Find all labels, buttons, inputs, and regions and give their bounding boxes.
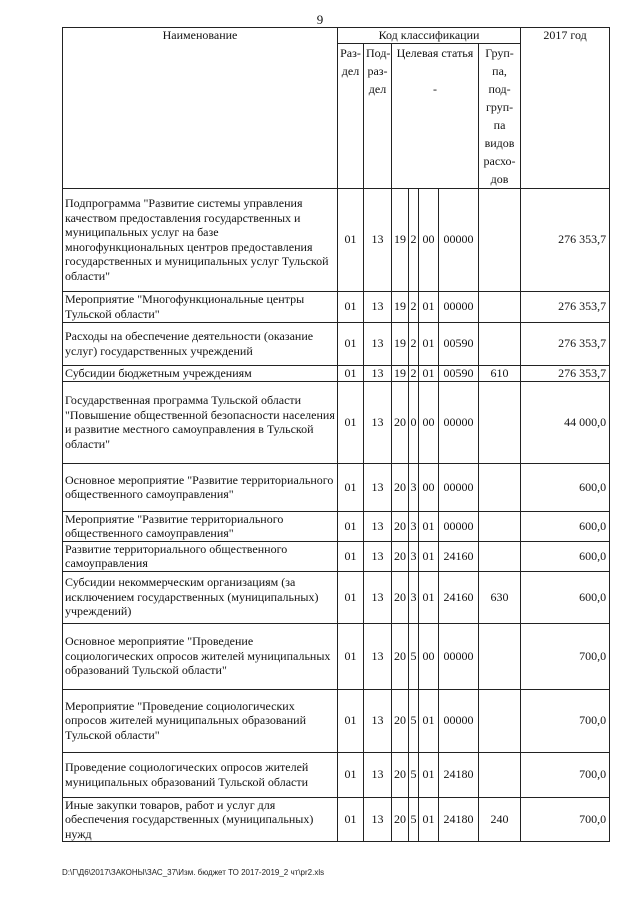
row-podrazdel: 13: [364, 322, 392, 365]
row-target-direction: 00590: [439, 322, 479, 365]
row-expense-type: [479, 511, 521, 541]
row-target-subprogram: 3: [409, 511, 419, 541]
row-target-program: 19: [392, 322, 409, 365]
row-expense-type: [479, 188, 521, 291]
row-target-direction: 00000: [439, 623, 479, 689]
table-row: [63, 511, 610, 541]
row-target-subprogram: 5: [409, 623, 419, 689]
row-expense-type: [479, 381, 521, 463]
row-podrazdel: 13: [364, 541, 392, 571]
table-row: [63, 623, 610, 689]
table-row: [63, 541, 610, 571]
row-target-event: 00: [419, 188, 439, 291]
row-podrazdel: 13: [364, 291, 392, 322]
row-amount: 44 000,0: [521, 381, 610, 463]
row-amount: 600,0: [521, 571, 610, 623]
header-group: Груп-па, под-груп-па видов расхо-дов: [479, 43, 521, 188]
row-amount: 700,0: [521, 752, 610, 797]
row-target-event: 01: [419, 689, 439, 752]
row-amount: 276 353,7: [521, 322, 610, 365]
row-razdel: 01: [338, 689, 364, 752]
row-target-event: 00: [419, 381, 439, 463]
row-target-event: 01: [419, 752, 439, 797]
row-amount: 276 353,7: [521, 188, 610, 291]
row-expense-type: [479, 541, 521, 571]
row-name: Основное мероприятие "Развитие территориального общественного самоуправления": [63, 463, 338, 511]
row-target-direction: 24180: [439, 752, 479, 797]
row-target-direction: 00000: [439, 188, 479, 291]
row-target-program: 20: [392, 571, 409, 623]
row-target-program: 19: [392, 365, 409, 381]
table-row: [63, 322, 610, 365]
row-target-direction: 00000: [439, 689, 479, 752]
row-name: Подпрограмма "Развитие системы управления качеством предоставления государственных и муниципальных услуг на базе многофункциональных центров предоставления государственных и муниципальных услуг Тульской области": [63, 188, 338, 291]
header-name: Наименование: [63, 28, 338, 189]
row-target-event: 01: [419, 571, 439, 623]
row-target-direction: 00000: [439, 511, 479, 541]
row-target-program: 19: [392, 291, 409, 322]
table-row: [63, 188, 610, 291]
row-podrazdel: 13: [364, 752, 392, 797]
file-path-footer: D:\Г\Д6\2017\ЗАКОНЫ\ЗАС_37\Изм. бюджет ТО 2017-2019_2 чт\pr2.xls: [62, 868, 325, 877]
row-target-event: 01: [419, 365, 439, 381]
row-amount: 700,0: [521, 689, 610, 752]
header-podrazdel: Под-раз-дел: [364, 43, 392, 188]
row-razdel: 01: [338, 322, 364, 365]
row-name: Субсидии некоммерческим организациям (за исключением государственных (муниципальных) учреждений): [63, 571, 338, 623]
row-target-program: 20: [392, 623, 409, 689]
row-razdel: 01: [338, 541, 364, 571]
row-target-direction: 00590: [439, 365, 479, 381]
row-target-event: 01: [419, 291, 439, 322]
row-target-program: 20: [392, 541, 409, 571]
row-target-program: 20: [392, 463, 409, 511]
row-razdel: 01: [338, 381, 364, 463]
row-expense-type: [479, 463, 521, 511]
row-name: Иные закупки товаров, работ и услуг для обеспечения государственных (муниципальных) нужд: [63, 797, 338, 842]
row-razdel: 01: [338, 752, 364, 797]
row-podrazdel: 13: [364, 797, 392, 842]
row-target-program: 19: [392, 188, 409, 291]
row-podrazdel: 13: [364, 623, 392, 689]
row-target-program: 20: [392, 511, 409, 541]
row-razdel: 01: [338, 623, 364, 689]
row-amount: 700,0: [521, 797, 610, 842]
row-target-event: 01: [419, 541, 439, 571]
row-name: Мероприятие "Многофункциональные центры Тульской области": [63, 291, 338, 322]
row-expense-type: [479, 322, 521, 365]
row-amount: 600,0: [521, 511, 610, 541]
row-podrazdel: 13: [364, 381, 392, 463]
row-target-subprogram: 2: [409, 188, 419, 291]
row-target-event: 01: [419, 511, 439, 541]
row-target-event: 01: [419, 797, 439, 842]
row-razdel: 01: [338, 188, 364, 291]
row-name: Государственная программа Тульской области "Повышение общественной безопасности населения и развитие местного самоуправления в Тульской области": [63, 381, 338, 463]
row-razdel: 01: [338, 463, 364, 511]
row-amount: 700,0: [521, 623, 610, 689]
row-razdel: 01: [338, 365, 364, 381]
row-razdel: 01: [338, 571, 364, 623]
row-amount: 600,0: [521, 541, 610, 571]
row-name: Мероприятие "Развитие территориального общественного самоуправления": [63, 511, 338, 541]
row-name: Мероприятие "Проведение социологических опросов жителей муниципальных образований Тульской области": [63, 689, 338, 752]
row-target-subprogram: 5: [409, 752, 419, 797]
row-podrazdel: 13: [364, 188, 392, 291]
table-row: [63, 291, 610, 322]
header-code-group: Код классификации: [338, 28, 521, 44]
table-body: [63, 188, 610, 842]
table-row: [63, 381, 610, 463]
row-podrazdel: 13: [364, 365, 392, 381]
row-target-direction: 24180: [439, 797, 479, 842]
row-name: Расходы на обеспечение деятельности (оказание услуг) государственных учреждений: [63, 322, 338, 365]
row-expense-type: [479, 623, 521, 689]
row-target-program: 20: [392, 689, 409, 752]
row-amount: 276 353,7: [521, 365, 610, 381]
row-expense-type: [479, 752, 521, 797]
header-target: Целевая статья -: [392, 43, 479, 188]
header-row-top: [63, 28, 610, 44]
row-razdel: 01: [338, 511, 364, 541]
row-target-subprogram: 2: [410, 365, 417, 380]
row-name: Развитие территориального общественного самоуправления: [63, 541, 338, 571]
row-target-program: 20: [392, 752, 409, 797]
row-amount: 600,0: [521, 463, 610, 511]
row-target-subprogram: 0: [409, 381, 419, 463]
row-target-subprogram: 5: [409, 797, 419, 842]
table-row: [63, 463, 610, 511]
table-row: [63, 365, 610, 381]
row-target-program: 20: [392, 381, 409, 463]
header-razdel: Раз-дел: [338, 43, 364, 188]
row-target-subprogram: 5: [409, 689, 419, 752]
row-target-event: 01: [419, 322, 439, 365]
row-expense-type: [479, 291, 521, 322]
row-target-direction: 00000: [439, 381, 479, 463]
row-target-direction: 00000: [439, 291, 479, 322]
row-podrazdel: 13: [364, 571, 392, 623]
row-name: Проведение социологических опросов жителей муниципальных образований Тульской области: [63, 752, 338, 797]
row-expense-type: 610: [479, 365, 521, 381]
row-podrazdel: 13: [364, 511, 392, 541]
budget-table: [62, 27, 610, 842]
row-name: Основное мероприятие "Проведение социологических опросов жителей муниципальных образований Тульской области": [63, 623, 338, 689]
table-row: [63, 689, 610, 752]
row-razdel: 01: [338, 291, 364, 322]
table-row: [63, 752, 610, 797]
page-number: 9: [316, 12, 324, 27]
header-year: 2017 год: [521, 28, 610, 189]
row-expense-type: 630: [479, 571, 521, 623]
table-row: [63, 571, 610, 623]
row-target-subprogram: 3: [409, 463, 419, 511]
row-target-direction: 24160: [439, 541, 479, 571]
row-podrazdel: 13: [364, 689, 392, 752]
table-row: [63, 797, 610, 842]
row-target-direction: 00000: [439, 463, 479, 511]
row-amount: 276 353,7: [521, 291, 610, 322]
row-expense-type: 240: [479, 797, 521, 842]
row-target-direction: 24160: [439, 571, 479, 623]
row-name: Субсидии бюджетным учреждениям: [63, 365, 338, 381]
row-target-subprogram: 3: [409, 541, 419, 571]
row-target-subprogram: 2: [409, 291, 419, 322]
row-target-program: 20: [392, 797, 409, 842]
row-target-event: 00: [419, 623, 439, 689]
row-expense-type: [479, 689, 521, 752]
row-target-event: 00: [419, 463, 439, 511]
row-target-subprogram: 2: [409, 322, 419, 365]
row-razdel: 01: [338, 797, 364, 842]
header-target-mark: -: [433, 81, 437, 96]
row-podrazdel: 13: [364, 463, 392, 511]
row-target-subprogram: 3: [409, 571, 419, 623]
